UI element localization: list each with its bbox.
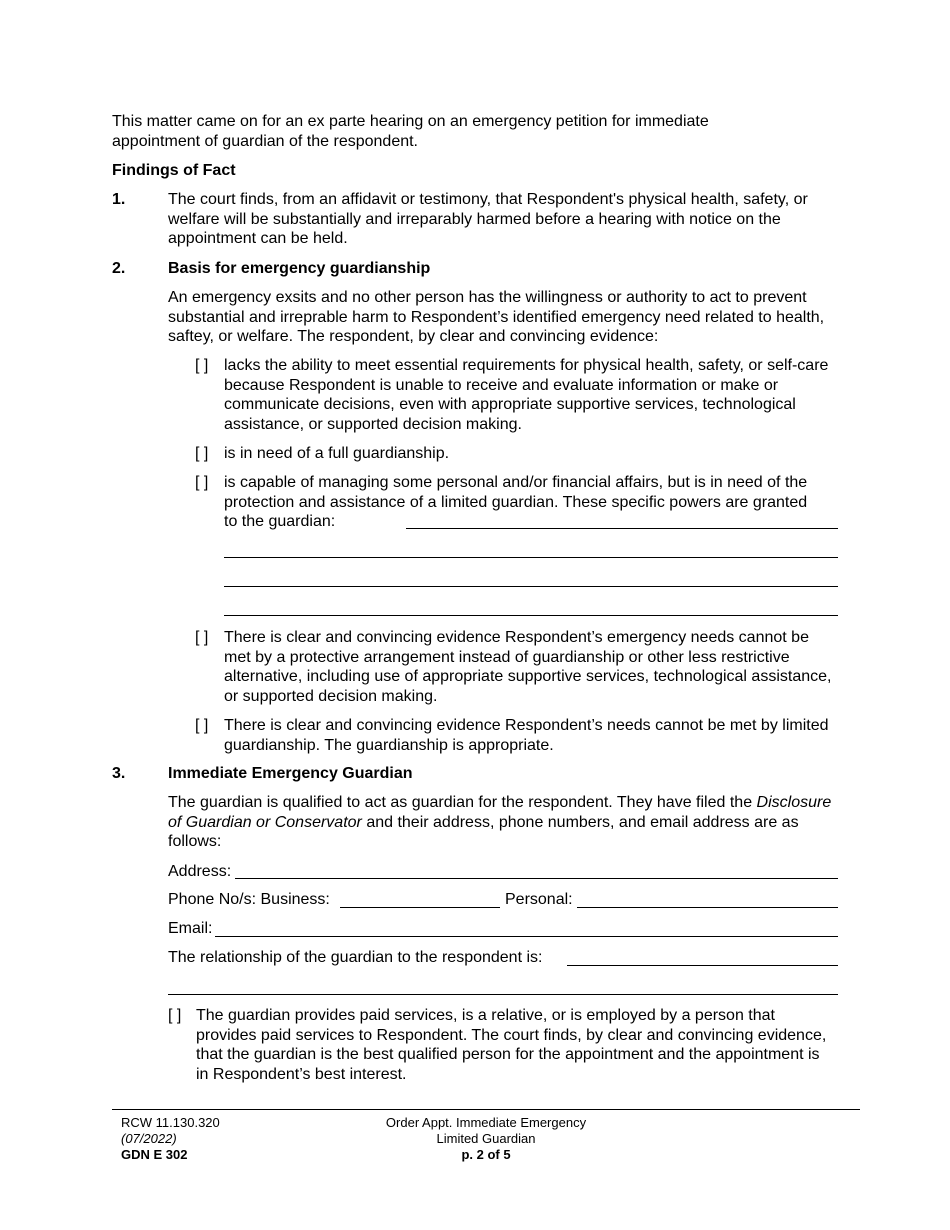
section-2-heading: Basis for emergency guardianship	[168, 260, 431, 277]
checkbox-limited-insufficient[interactable]: [ ]	[195, 717, 209, 734]
powers-line-1[interactable]	[406, 528, 838, 529]
business-phone-line[interactable]	[340, 907, 500, 908]
powers-line-3[interactable]	[224, 586, 838, 587]
footer-divider	[112, 1109, 860, 1110]
footer-date: (07/2022)	[121, 1131, 177, 1146]
address-label: Address:	[168, 863, 232, 880]
powers-line-2[interactable]	[224, 557, 838, 558]
checkbox-full-guardianship[interactable]: [ ]	[195, 445, 209, 462]
section-3-text: The guardian is qualified to act as guardian for the respondent. They have filed the Disclosure of Guardian or Conservator and their address, phone numbers, and email address are as follows:	[168, 794, 832, 851]
checkbox-lacks-ability[interactable]: [ ]	[195, 357, 209, 374]
findings-heading: Findings of Fact	[112, 162, 236, 179]
address-line[interactable]	[235, 878, 838, 879]
section-2-text: An emergency exsits and no other person has the willingness or authority to act to prevent substantial and irreprable harm to Respondent’s identified emergency need related to health, saftey, or welfare. The respondent, by clear and convincing evidence:	[168, 289, 825, 346]
option-limited-insufficient: There is clear and convincing evidence Respondent’s needs cannot be met by limited guardianship. The guardianship is appropriate.	[224, 717, 829, 754]
powers-line-4[interactable]	[224, 615, 838, 616]
section-1-text: The court finds, from an affidavit or testimony, that Respondent's physical health, safety, or welfare will be substantially and irreparably harmed before a hearing with notice on the appointment can be held.	[168, 191, 808, 248]
checkbox-limited-guardian[interactable]: [ ]	[195, 474, 209, 491]
personal-phone-line[interactable]	[577, 907, 838, 908]
relationship-line-1[interactable]	[567, 965, 838, 966]
checkbox-paid-services[interactable]: [ ]	[168, 1007, 182, 1024]
option-full-guardianship: is in need of a full guardianship.	[224, 445, 450, 462]
email-label: Email:	[168, 920, 213, 937]
section-1-number: 1.	[112, 191, 126, 208]
section-3-number: 3.	[112, 765, 126, 782]
personal-phone-label: Personal:	[505, 891, 573, 908]
footer-rcw: RCW 11.130.320	[121, 1115, 220, 1130]
paid-services-text: The guardian provides paid services, is a relative, or is employed by a person that provides paid services to Respondent. The court finds, by clear and convincing evidence, that the guardian is the best qualified person for the appointment and the appointment is in Respondent’s best interest.	[196, 1007, 827, 1083]
section-3-heading: Immediate Emergency Guardian	[168, 765, 413, 782]
footer-page-number: p. 2 of 5	[461, 1147, 511, 1162]
relationship-line-2[interactable]	[168, 994, 838, 995]
checkbox-protective-arrangement[interactable]: [ ]	[195, 629, 209, 646]
disclosure-form-title: Disclosure of Guardian or Conservator	[168, 794, 832, 831]
footer-title-line-2: Limited Guardian	[436, 1131, 536, 1146]
option-protective-arrangement: There is clear and convincing evidence Respondent’s emergency needs cannot be met by a protective arrangement instead of guardianship or other less restrictive alternative, including use of appropriate supportive services, technological assistance, or supported decision making.	[224, 629, 832, 705]
intro-paragraph: This matter came on for an ex parte hearing on an emergency petition for immediate appointment of guardian of the respondent.	[112, 113, 709, 150]
business-phone-label: Phone No/s: Business:	[168, 891, 330, 908]
email-line[interactable]	[215, 936, 838, 937]
footer-title-line-1: Order Appt. Immediate Emergency	[385, 1115, 587, 1130]
section-2-number: 2.	[112, 260, 126, 277]
relationship-label: The relationship of the guardian to the respondent is:	[168, 949, 543, 966]
option-lacks-ability: lacks the ability to meet essential requirements for physical health, safety, or self-care because Respondent is unable to receive and evaluate information or make or communicate decisions, even with appropriate supportive services, technological assistance, or supported decision making.	[224, 357, 829, 433]
footer-form-number: GDN E 302	[121, 1147, 188, 1162]
option-limited-guardian: is capable of managing some personal and/or financial affairs, but is in need of the protection and assistance of a limited guardian. These specific powers are granted to the guardian:	[224, 474, 808, 531]
